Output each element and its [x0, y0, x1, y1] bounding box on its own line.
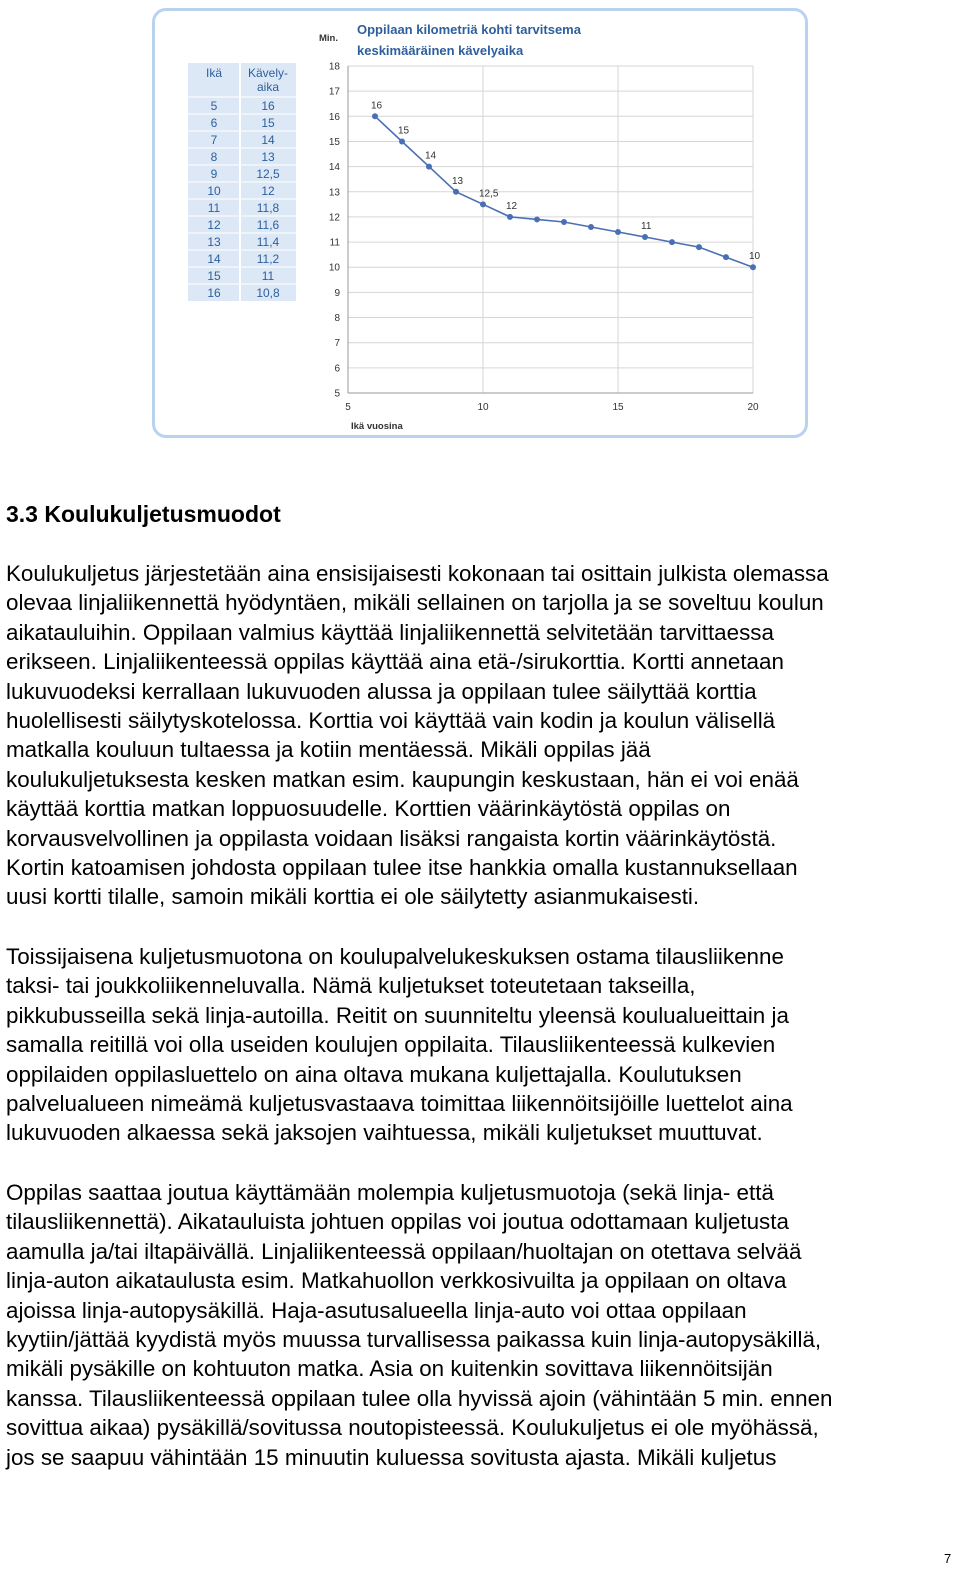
data-point: [507, 214, 513, 220]
table-cell: 11: [207, 201, 221, 215]
y-tick-label: 15: [328, 136, 340, 148]
data-point: [615, 229, 621, 235]
data-point: [534, 216, 540, 222]
table-cell: 12: [261, 184, 275, 198]
y-tick-label: 17: [328, 86, 340, 98]
data-point: [453, 189, 459, 195]
y-tick-label: 13: [328, 187, 340, 199]
data-point: [723, 254, 729, 260]
paragraph-line: taksi- tai joukkoliikenneluvalla. Nämä kuljetukset toteutetaan takseilla,: [6, 973, 696, 999]
paragraph-line: tilausliikennettä). Aikatauluista johtuen oppilas voi joutua odottamaan kuljetusta: [6, 1209, 789, 1235]
table-cell: 16: [261, 99, 275, 113]
paragraph-line: oppilaiden oppilasluettelo on aina oltava mukana kuljettajalla. Koulutuksen: [6, 1061, 742, 1087]
data-label: 14: [425, 150, 437, 162]
y-tick-label: 16: [328, 111, 340, 123]
page-number: 7: [944, 1551, 952, 1566]
walking-time-table: [188, 63, 296, 301]
paragraph-line: Toissijaisena kuljetusmuotona on koulupalvelukeskuksen ostama tilausliikenne: [6, 944, 784, 969]
walking-time-chart: [155, 11, 805, 435]
paragraph-line: kanssa. Tilausliikenteessä oppilaan tulee olla hyvissä ajoin (vähintään 5 min. ennen: [6, 1385, 833, 1411]
y-tick-label: 10: [328, 262, 340, 274]
data-point: [372, 113, 378, 119]
y-tick-label: 6: [334, 363, 340, 375]
chart-title-line: keskimääräinen kävelyaika: [357, 43, 524, 58]
paragraph-line: Koulukuljetus järjestetään aina ensisijaisesti kokonaan tai osittain julkista olemassa: [6, 561, 829, 586]
x-axis-title: Ikä vuosina: [351, 421, 403, 432]
data-point: [696, 244, 702, 250]
table-cell: 10: [207, 184, 221, 198]
paragraph-line: uusi kortti tilalle, samoin mikäli korttia ei ole säilytetty asianmukaisesti.: [6, 884, 700, 910]
walking-time-figure: [152, 8, 808, 438]
table-cell: 13: [207, 235, 221, 249]
paragraph-both-modes: [6, 1178, 956, 1472]
table-cell: 10,8: [256, 286, 280, 300]
table-cell: 5: [210, 99, 218, 113]
table-cell: 15: [207, 269, 221, 283]
table-cell: 14: [261, 133, 275, 147]
paragraph-line: pikkubusseilla sekä linja-autoilla. Reitit on suunniteltu yleensä koulualueittain ja: [6, 1002, 789, 1028]
table-header-text: Kävely-: [247, 66, 289, 80]
paragraph-line: erikseen. Linjaliikenteessä oppilas käyttää aina etä-/sirukorttia. Kortti annetaan: [6, 649, 784, 675]
paragraph-line: korvausvelvollinen ja oppilasta voidaan lisäksi rangaista kortin väärinkäytöstä.: [6, 825, 777, 851]
table-cell: 11,8: [256, 201, 280, 215]
table-cell: 9: [210, 167, 218, 181]
paragraph-line-transport: [6, 559, 956, 912]
section-heading: 3.3 Koulukuljetusmuodot: [6, 501, 281, 527]
paragraph-line: sovittua aikaa) pysäkillä/sovitussa noutopisteessä. Koulukuljetus ei ole myöhässä,: [6, 1415, 819, 1441]
table-cell: 16: [207, 286, 221, 300]
data-label: 13: [452, 175, 464, 187]
data-label: 11: [641, 221, 652, 233]
data-point: [399, 138, 405, 144]
paragraph-line: aikatauluihin. Oppilaan valmius käyttää linjaliikennettä selvitetään tarvittaessa: [6, 619, 774, 645]
table-cell: 7: [210, 133, 218, 147]
data-point: [642, 234, 648, 240]
table-cell: 11: [261, 269, 275, 283]
paragraph-line: mikäli pysäkille on kohtuuton matka. Asia on kuitenkin sovittava liikennöitsijän: [6, 1356, 773, 1382]
paragraph-line: olevaa linjaliikennettä hyödyntäen, mikäli sellainen on tarjolla ja se soveltuu koulun: [6, 590, 824, 616]
y-tick-label: 12: [328, 212, 340, 224]
paragraph-line: kyytiin/jättää kyydistä myös muussa turvallisessa paikassa kuin linja-autopysäkillä,: [6, 1327, 822, 1353]
chart-axes: [329, 62, 759, 414]
table-cell: 8: [210, 150, 218, 164]
y-axis-title: Min.: [319, 33, 338, 44]
y-tick-label: 14: [328, 162, 340, 174]
table-cell: 14: [207, 252, 221, 266]
paragraph-line: palvelualueen nimeämä kuljetusvastaava toimittaa liikennöitsijöille luettelot aina: [6, 1091, 793, 1117]
table-header-text: aika: [256, 80, 280, 94]
paragraph-line: Oppilas saattaa joutua käyttämään molempia kuljetusmuotoja (sekä linja- että: [6, 1180, 774, 1205]
x-tick-label: 20: [747, 402, 759, 413]
table-cell: 11,4: [256, 235, 280, 249]
y-tick-label: 9: [334, 287, 340, 299]
x-tick-label: 15: [612, 402, 624, 413]
table-cell: 6: [210, 116, 218, 130]
paragraph-charter-transport: [6, 942, 956, 1148]
paragraph-line: aamulla ja/tai iltapäivällä. Linjaliikenteessä oppilaan/huoltajan on otettava selvää: [6, 1238, 802, 1264]
table-cell: 11,2: [256, 252, 280, 266]
y-tick-label: 18: [328, 61, 340, 73]
data-point: [480, 201, 486, 207]
table-cell: 12: [207, 218, 221, 232]
chart-title-line: Oppilaan kilometriä kohti tarvitsema: [357, 22, 581, 37]
x-tick-label: 10: [477, 402, 489, 413]
x-tick-label: 5: [345, 402, 351, 413]
y-tick-label: 7: [334, 338, 340, 350]
paragraph-line: lukuvuodeksi kerrallaan lukuvuoden alussa ja oppilaan tulee säilyttää korttia: [6, 678, 757, 704]
data-label: 15: [398, 125, 410, 137]
chart-titles: [319, 22, 582, 432]
paragraph-line: jos se saapuu vähintään 15 minuutin kuluessa sovitusta ajasta. Mikäli kuljetus: [6, 1444, 777, 1470]
table-cell: 15: [261, 116, 275, 130]
data-point: [426, 164, 432, 170]
paragraph-line: linja-auton aikataulusta esim. Matkahuollon verkkosivuilta ja oppilaan on oltava: [6, 1268, 787, 1294]
data-label: 12,5: [479, 188, 499, 200]
y-tick-label: 5: [334, 388, 340, 400]
paragraph-line: huolellisesti säilytyskotelossa. Korttia voi käyttää vain kodin ja koulun välisellä: [6, 708, 776, 734]
paragraph-line: Kortin katoamisen johdosta oppilaan tulee itse hankkia omalla kustannuksellaan: [6, 855, 798, 881]
paragraph-line: matkalla kouluun tultaessa ja kotiin mentäessä. Mikäli oppilas jää: [6, 737, 651, 763]
data-point: [669, 239, 675, 245]
y-tick-label: 11: [329, 237, 340, 249]
data-point: [588, 224, 594, 230]
paragraph-line: käyttää korttia matkan loppuosuudelle. Korttien väärinkäytöstä oppilas on: [6, 796, 731, 822]
table-cell: 12,5: [256, 167, 280, 181]
data-label: 10: [749, 251, 761, 263]
data-label: 12: [506, 200, 518, 212]
data-point: [561, 219, 567, 225]
data-label: 16: [371, 100, 383, 112]
table-cell: 13: [261, 150, 275, 164]
y-tick-label: 8: [334, 313, 340, 325]
data-point: [750, 264, 756, 270]
chart-data-labels: [371, 100, 761, 262]
paragraph-line: samalla reitillä voi olla useiden koulujen oppilaita. Tilausliikenteessä kulkevien: [6, 1032, 776, 1058]
table-cell: 11,6: [256, 218, 280, 232]
paragraph-line: lukuvuoden alkaessa sekä jaksojen vaihtuessa, mikäli kuljetukset muuttuvat.: [6, 1120, 763, 1146]
paragraph-line: koulukuljetuksesta kesken matkan esim. kaupungin keskustaan, hän ei voi enää: [6, 766, 799, 792]
paragraph-line: ajoissa linja-autopysäkillä. Haja-asutusalueella linja-auto voi ottaa oppilaan: [6, 1297, 747, 1323]
table-header-text: Ikä: [205, 66, 223, 80]
